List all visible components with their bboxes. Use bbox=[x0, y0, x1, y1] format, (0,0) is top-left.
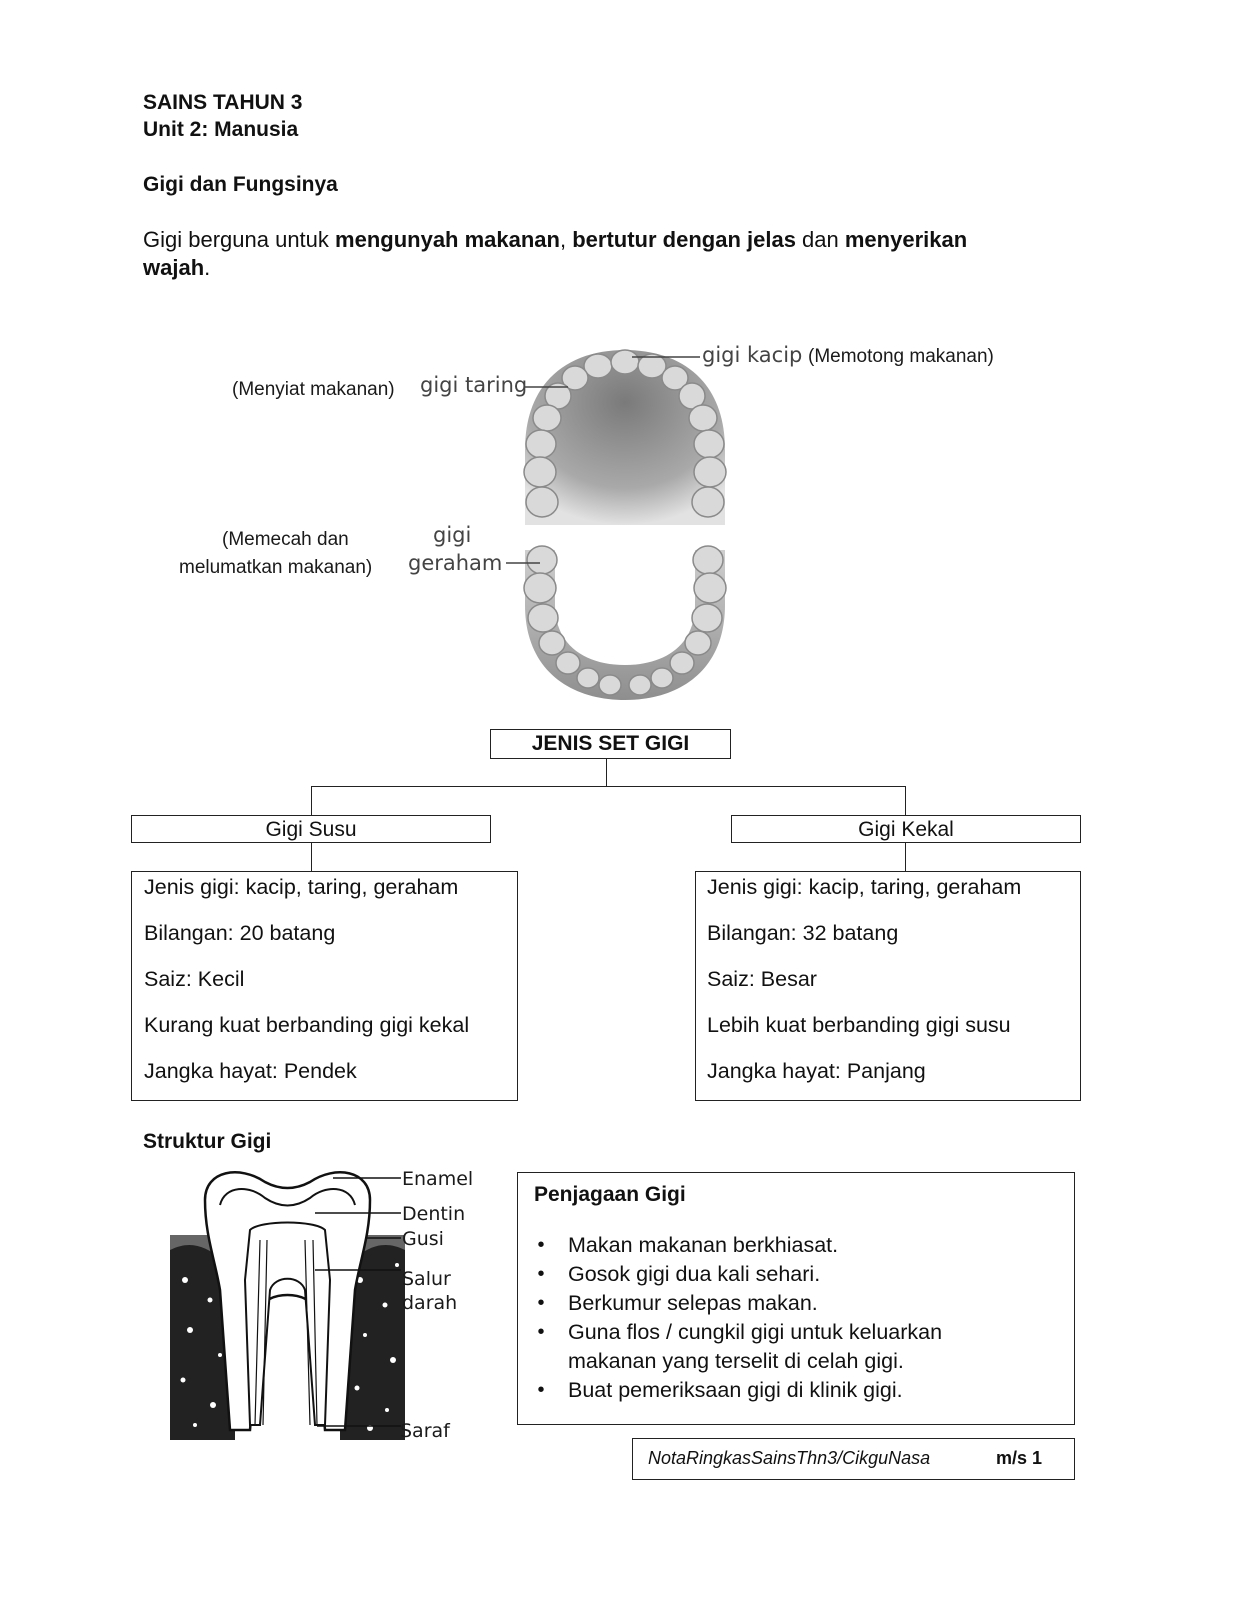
label-darah: darah bbox=[402, 1292, 458, 1314]
intro-paragraph bbox=[143, 226, 1103, 282]
intro-text: dan bbox=[795, 227, 845, 252]
list-item: Jangka hayat: Panjang bbox=[707, 1059, 926, 1083]
section-title: Gigi dan Fungsinya bbox=[143, 173, 338, 196]
label-saraf: Saraf bbox=[400, 1420, 450, 1442]
list-item: Saiz: Kecil bbox=[144, 967, 245, 991]
list-item: Jangka hayat: Pendek bbox=[144, 1059, 357, 1083]
list-item: • Gosok gigi dua kali sehari. bbox=[568, 1260, 1074, 1289]
list-item: • Berkumur selepas makan. bbox=[568, 1289, 1074, 1318]
tree-root-box bbox=[490, 729, 731, 759]
gigi-kekal-details bbox=[695, 871, 1081, 1101]
list-item: • Makan makanan berkhiasat. bbox=[568, 1231, 1074, 1260]
gigi-susu-label: Gigi Susu bbox=[265, 818, 357, 841]
list-item: • Guna flos / cungkil gigi untuk keluarkan makanan yang terselit di celah gigi. bbox=[568, 1318, 998, 1376]
gigi-kekal-label: Gigi Kekal bbox=[858, 818, 954, 841]
subject-title: SAINS TAHUN 3 bbox=[143, 91, 303, 114]
list-item: Kurang kuat berbanding gigi kekal bbox=[144, 1013, 470, 1037]
intro-bold: menyerikan bbox=[844, 227, 968, 252]
care-title: Penjagaan Gigi bbox=[534, 1183, 686, 1206]
molar-tag: gigi bbox=[433, 523, 472, 547]
molar-function: (Memecah dan bbox=[222, 529, 349, 550]
intro-bold: wajah bbox=[143, 255, 205, 280]
footer-box bbox=[632, 1438, 1075, 1480]
canine-tag: gigi taring bbox=[420, 373, 528, 397]
label-gusi: Gusi bbox=[402, 1228, 444, 1250]
intro-bold: mengunyah makanan bbox=[335, 227, 560, 252]
label-salur: Salur bbox=[402, 1268, 451, 1290]
incisor-function: (Memotong makanan) bbox=[808, 346, 994, 367]
structure-title: Struktur Gigi bbox=[143, 1130, 272, 1153]
footer-page: m/s 1 bbox=[996, 1448, 1043, 1468]
unit-title: Unit 2: Manusia bbox=[143, 118, 299, 141]
intro-text: . bbox=[204, 255, 211, 280]
incisor-tag: gigi kacip bbox=[702, 343, 803, 367]
label-dentin: Dentin bbox=[402, 1203, 466, 1225]
intro-bold: bertutur dengan jelas bbox=[572, 227, 796, 252]
molar-function: melumatkan makanan) bbox=[179, 557, 373, 578]
tree-root-label: JENIS SET GIGI bbox=[531, 732, 690, 755]
tooth-outline bbox=[205, 1172, 370, 1430]
care-list bbox=[534, 1231, 1074, 1405]
canine-function: (Menyiat makanan) bbox=[232, 379, 395, 400]
care-box bbox=[517, 1172, 1075, 1425]
list-item: Saiz: Besar bbox=[707, 967, 817, 991]
molar-tag: geraham bbox=[408, 551, 503, 575]
gigi-susu-details bbox=[131, 871, 518, 1101]
connector bbox=[905, 843, 906, 871]
intro-text: , bbox=[559, 227, 573, 252]
connector bbox=[311, 843, 312, 871]
intro-text: Gigi berguna untuk bbox=[143, 227, 336, 252]
list-item: Bilangan: 20 batang bbox=[144, 921, 336, 945]
list-item: Bilangan: 32 batang bbox=[707, 921, 899, 945]
label-enamel: Enamel bbox=[402, 1168, 474, 1190]
connector bbox=[905, 786, 906, 815]
teeth-diagram bbox=[500, 340, 760, 710]
list-item: Jenis gigi: kacip, taring, geraham bbox=[707, 875, 1022, 899]
connector bbox=[311, 786, 906, 787]
gigi-susu-box bbox=[131, 815, 491, 843]
gigi-kekal-box bbox=[731, 815, 1081, 843]
connector bbox=[311, 786, 312, 815]
list-item: Lebih kuat berbanding gigi susu bbox=[707, 1013, 1011, 1037]
connector bbox=[606, 759, 607, 786]
footer-source: NotaRingkasSainsThn3/CikguNasa bbox=[648, 1448, 931, 1468]
list-item: • Buat pemeriksaan gigi di klinik gigi. bbox=[568, 1376, 1074, 1405]
list-item: Jenis gigi: kacip, taring, geraham bbox=[144, 875, 459, 899]
